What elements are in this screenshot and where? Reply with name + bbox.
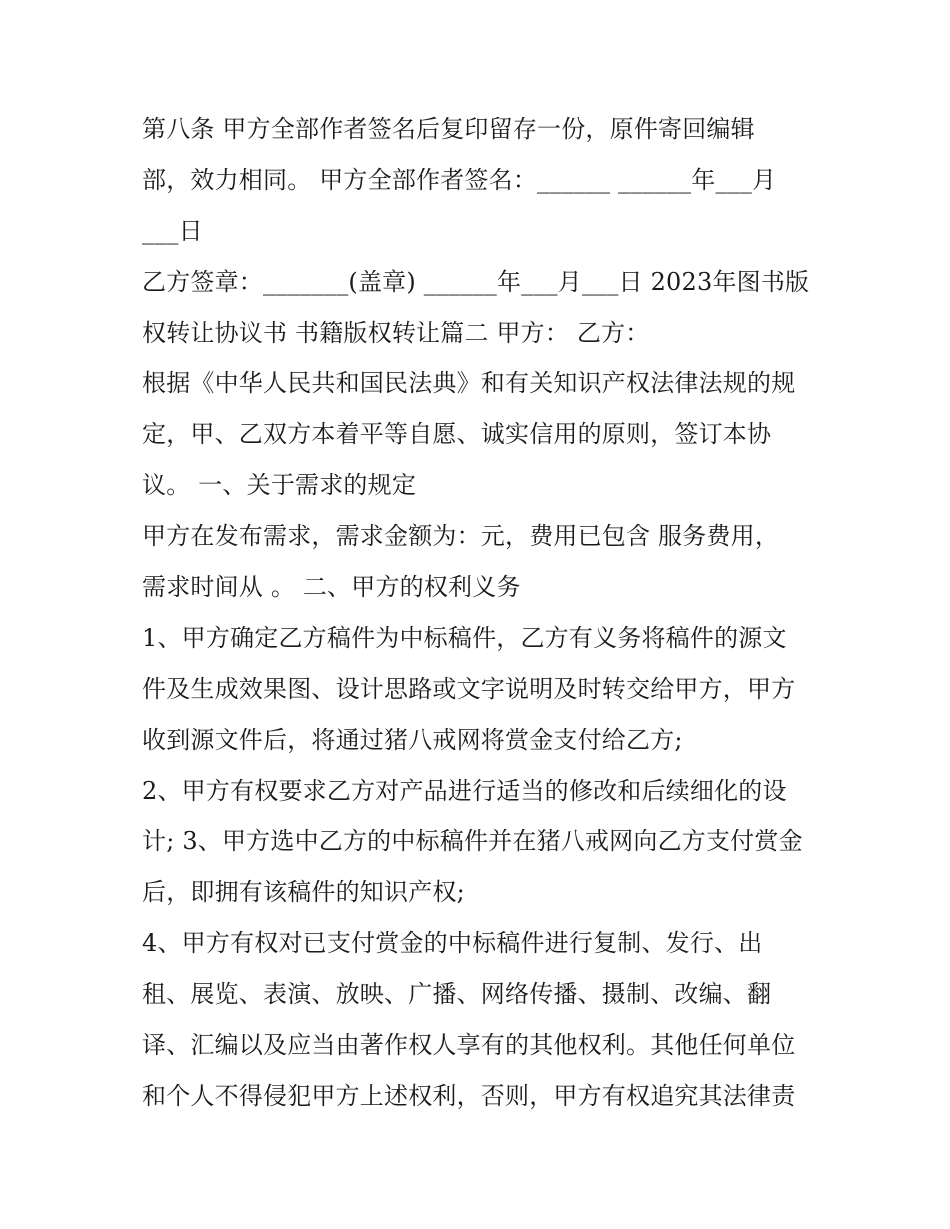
text-line: 需求时间从 。 二、甲方的权利义务 bbox=[142, 573, 521, 602]
text-line: 4、甲方有权对已支付赏金的中标稿件进行复制、发行、出 bbox=[142, 929, 763, 958]
text-line: 根据《中华人民共和国民法典》和有关知识产权法律法规的规 bbox=[142, 369, 796, 398]
text-line: 权转让协议书 书籍版权转让篇二 甲方： 乙方： bbox=[142, 318, 650, 347]
text-line: 第八条 甲方全部作者签名后复印留存一份，原件寄回编辑 bbox=[142, 115, 755, 143]
text-line: 和个人不得侵犯甲方上述权利，否则，甲方有权追究其法律责 bbox=[142, 1081, 796, 1110]
text-line: 部，效力相同。 甲方全部作者签名：______ ______年___月 bbox=[142, 165, 777, 194]
text-line: 件及生成效果图、设计思路或文字说明及时转交给甲方，甲方 bbox=[142, 674, 796, 703]
text-line: 乙方签章：_______(盖章) ______年___月___日 2023年图书版 bbox=[142, 267, 810, 296]
text-line: 译、汇编以及应当由著作权人享有的其他权利。其他任何单位 bbox=[142, 1031, 796, 1060]
text-line: 租、展览、表演、放映、广播、网络传播、摄制、改编、翻 bbox=[142, 980, 772, 1009]
text-line: 议。 一、关于需求的规定 bbox=[142, 471, 417, 500]
text-line: ___日 bbox=[142, 216, 203, 245]
text-line: 收到源文件后，将通过猪八戒网将赏金支付给乙方; bbox=[142, 725, 683, 754]
text-line: 2、甲方有权要求乙方对产品进行适当的修改和后续细化的设 bbox=[142, 776, 787, 805]
document-body bbox=[142, 104, 822, 1122]
text-line: 后，即拥有该稿件的知识产权; bbox=[142, 878, 465, 907]
text-line: 定，甲、乙双方本着平等自愿、诚实信用的原则，签订本协 bbox=[142, 420, 772, 449]
text-line: 计; 3、甲方选中乙方的中标稿件并在猪八戒网向乙方支付赏金 bbox=[142, 827, 803, 856]
text-line: 1、甲方确定乙方稿件为中标稿件，乙方有义务将稿件的源文 bbox=[142, 623, 787, 652]
text-line: 甲方在发布需求，需求金额为：元，费用已包含 服务费用， bbox=[142, 522, 780, 551]
